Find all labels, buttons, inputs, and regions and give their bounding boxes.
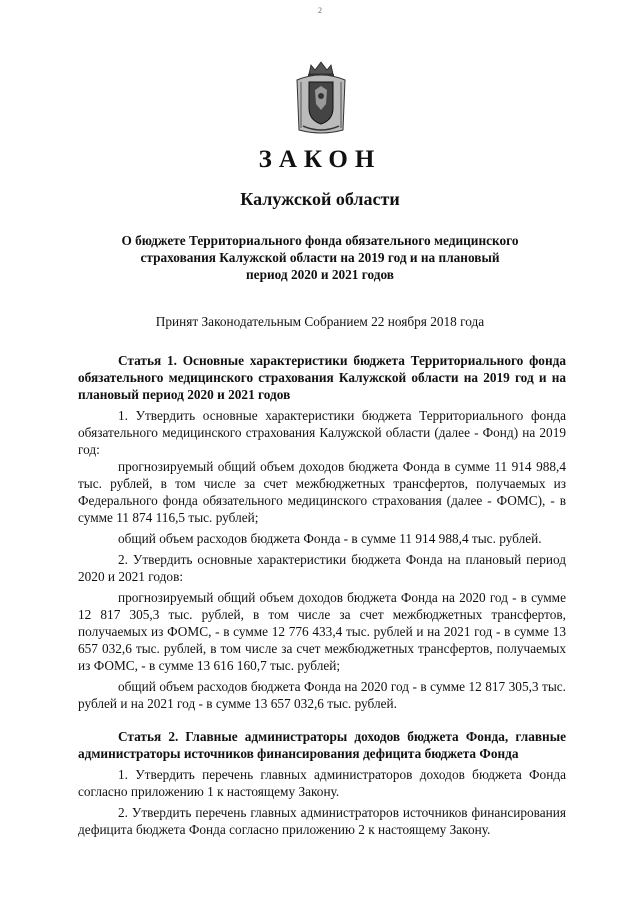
adoption-note: Принят Законодательным Собранием 22 ноября 2018 года <box>155 314 485 329</box>
article-1-paragraph: общий объем расходов бюджета Фонда - в сумме 11 914 988,4 тыс. рублей. <box>118 531 542 546</box>
coat-of-arms-icon <box>293 60 349 136</box>
article-1-paragraph: общий объем расходов бюджета Фонда на 2020 год - в сумме 12 817 305,3 тыс. рублей и на 2021 год - в сумме 13 657 032,6 тыс. рублей. <box>78 679 566 711</box>
article-1-paragraph: прогнозируемый общий объем доходов бюджета Фонда на 2020 год - в сумме 12 817 305,3 тыс. рублей, в том числе за счет межбюджетных трансфертов, получаемых из ФОМС, - в сумме 12 776 433,4 тыс. рублей и на 2021 год - в сумме 13 657 032,6 тыс. рублей, в том числе за счет межбюджетных трансфертов, получаемых из ФОМС, - в сумме 13 616 160,7 тыс. рублей; <box>78 590 566 673</box>
law-body <box>78 352 566 838</box>
section-spacer <box>78 712 566 728</box>
article-1-heading: Статья 1. Основные характеристики бюджета Территориального фонда обязательного медицинского страхования Калужской области на 2019 год и на плановый период 2020 и 2021 годов <box>78 353 566 402</box>
article-1-paragraph: прогнозируемый общий объем доходов бюджета Фонда в сумме 11 914 988,4 тыс. рублей, в том числе за счет межбюджетных трансфертов, получаемых из Федерального фонда обязательного медицинского страхования (далее - ФОМС), - в сумме 11 874 116,5 тыс. рублей; <box>78 459 566 525</box>
page-number: 2 <box>318 6 322 15</box>
law-subject: О бюджете Территориального фонда обязательного медицинского страхования Калужской области на 2019 год и на плановый период 2020 и 2021 годов <box>121 233 519 282</box>
article-1-paragraph: 1. Утвердить основные характеристики бюджета Территориального фонда обязательного медицинского страхования Калужской области (далее - Фонд) на 2019 год: <box>78 408 566 457</box>
document-title: ЗАКОН <box>258 146 382 173</box>
article-2-paragraph: 2. Утвердить перечень главных администраторов источников финансирования дефицита бюджета Фонда согласно приложению 2 к настоящему Закону. <box>78 805 566 837</box>
article-2-heading: Статья 2. Главные администраторы доходов бюджета Фонда, главные администраторы источников финансирования дефицита бюджета Фонда <box>78 729 566 761</box>
article-1-paragraph: 2. Утвердить основные характеристики бюджета Фонда на плановый период 2020 и 2021 годов: <box>78 552 566 584</box>
article-2-paragraph: 1. Утвердить перечень главных администраторов доходов бюджета Фонда согласно приложению 1 к настоящему Закону. <box>78 767 566 799</box>
region-name: Калужской области <box>240 189 400 209</box>
